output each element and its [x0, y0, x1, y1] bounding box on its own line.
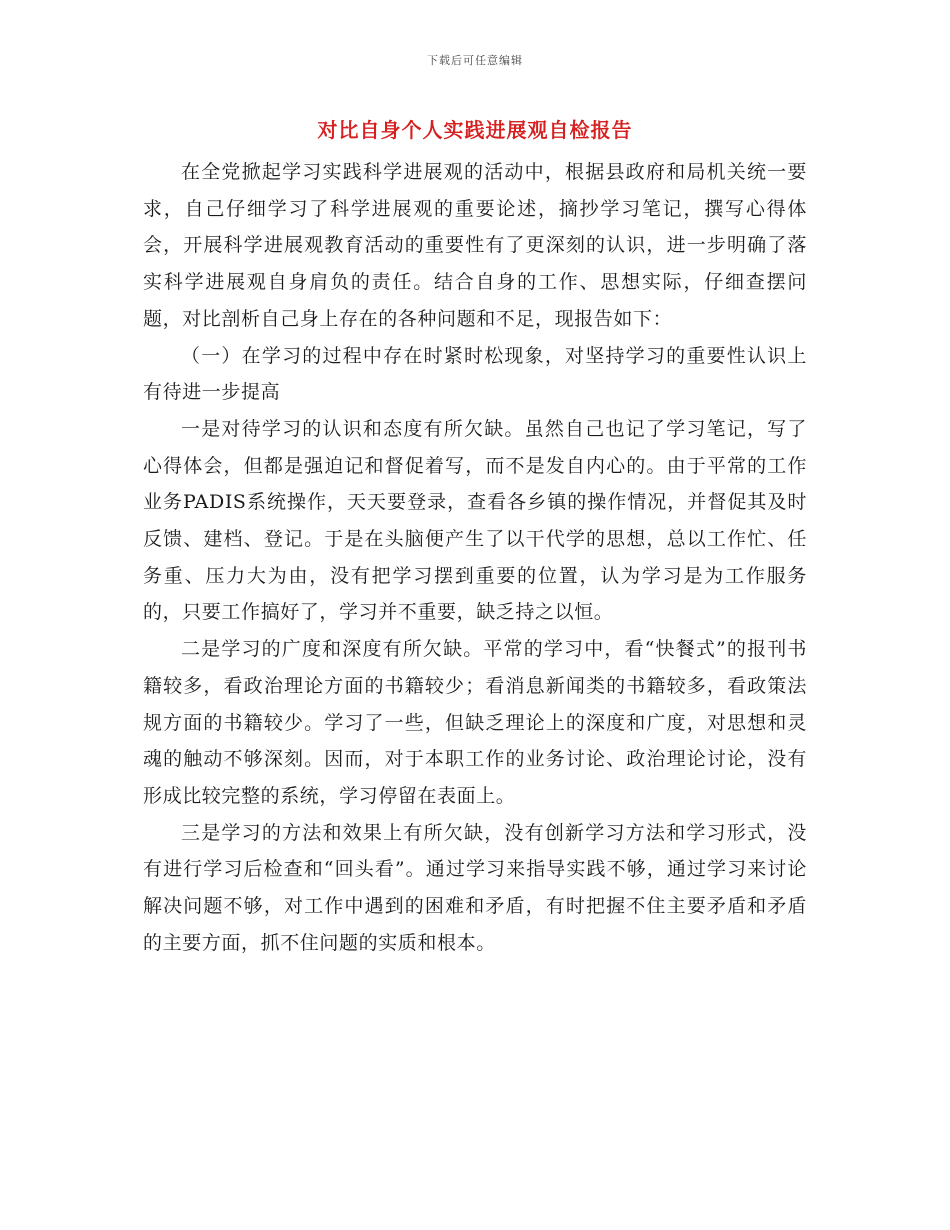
paragraph-point-two: 二是学习的广度和深度有所欠缺。平常的学习中，看“快餐式”的报刊书籍较多，看政治理论方面的书籍较少；看消息新闻类的书籍较多，看政策法规方面的书籍较少。学习了一些，但缺乏理论上的深度和广度，对思想和灵魂的触动不够深刻。因而，对于本职工作的业务讨论、政治理论讨论，没有形成比较完整的系统，学习停留在表面上。 — [143, 638, 807, 807]
paragraph-section-heading: （一）在学习的过程中存在时紧时松现象，对坚持学习的重要性认识上有待进一步提高 — [143, 344, 807, 404]
document-title: 对比自身个人实践进展观自检报告 — [317, 118, 633, 142]
paragraph-point-three: 三是学习的方法和效果上有所欠缺，没有创新学习方法和学习形式，没有进行学习后检查和“回头看”。通过学习来指导实践不够，通过学习来讨论解决问题不够，对工作中遇到的困难和矛盾，有时把握不住主要矛盾和矛盾的主要方面，抓不住问题的实质和根本。 — [143, 821, 807, 954]
paragraph-point-one: 一是对待学习的认识和态度有所欠缺。虽然自己也记了学习笔记，写了心得体会，但都是强迫记和督促着写，而不是发自内心的。由于平常的工作业务PADIS系统操作，天天要登录，查看各乡镇的操作情况，并督促其及时反馈、建档、登记。于是在头脑便产生了以干代学的思想，总以工作忙、任务重、压力大为由，没有把学习摆到重要的位置，认为学习是为工作服务的，只要工作搞好了，学习并不重要，缺乏持之以恒。 — [143, 417, 807, 624]
paragraph-intro: 在全党掀起学习实践科学进展观的活动中，根据县政府和局机关统一要求，自己仔细学习了科学进展观的重要论述，摘抄学习笔记，撰写心得体会，开展科学进展观教育活动的重要性有了更深刻的认识，进一步明确了落实科学进展观自身肩负的责任。结合自身的工作、思想实际，仔细查摆问题，对比剖析自己身上存在的各种问题和不足，现报告如下： — [143, 161, 807, 330]
header-note: 下载后可任意编辑 — [427, 54, 523, 67]
document-body — [143, 154, 807, 961]
